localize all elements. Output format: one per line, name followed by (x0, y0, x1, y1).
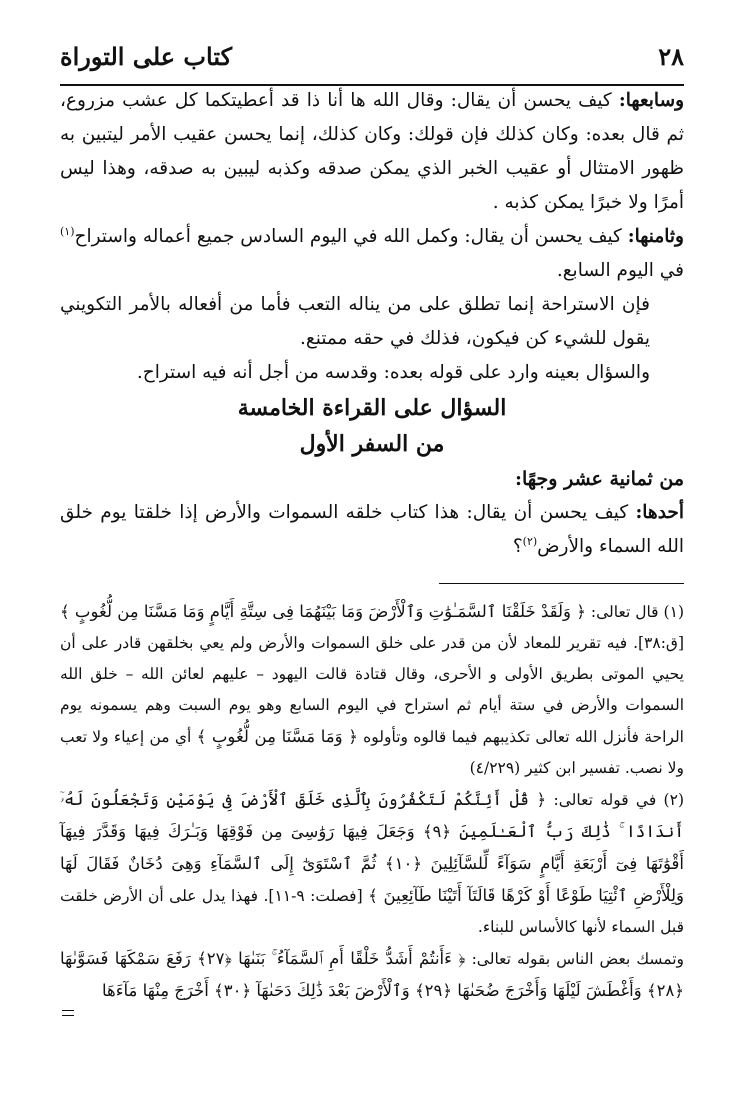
paragraph-text: فإن الاستراحة إنما تطلق على من يناله التعب فأما من أفعاله بالأمر التكويني يقول للشيء كن فيكون، فذلك في حقه ممتنع. (60, 294, 650, 349)
section-subtitle: من السفر الأول (299, 431, 445, 457)
paragraph-lead: أحدها: (635, 502, 684, 523)
page-header (60, 40, 684, 86)
paragraph-text: كيف يحسن أن يقال: وقال الله ها أنا ذا قد أعطيتكما كل عشب مزروع، ثم قال بعده: وكان كذلك فإن قولك: وكان كذلك، إنما يحسن عقيب الأمر ليتبين به ظهور الامتثال أو عقيب الخبر الذي يمكن صدقه وكذبه ليبين به صدقه، وهذا ليس أمرًا ولا خبرًا يمكن كذبه . (60, 90, 684, 213)
quran-verse: ﴿ وَمَا مَسَّنَا مِن لُّغُوبٍ ﴾ (196, 727, 358, 746)
paragraph-text: كيف يحسن أن يقال: هذا كتاب خلقه السموات والأرض إذا خلقتا يوم خلق الله السماء والأرض (60, 502, 684, 557)
subheading: من ثمانية عشر وجهًا: (514, 468, 684, 490)
paragraph-text: والسؤال بعينه وارد على قوله بعده: وقدسه من أجل أنه فيه استراح. (136, 362, 650, 383)
footnote-separator (439, 583, 684, 584)
quran-verse: ﴿ وَلَقَدْ خَلَقْنَا ٱلسَّمَـٰوَٰتِ وَٱلْأَرْضَ وَمَا بَيْنَهُمَا فِى سِتَّةِ أَيَّامٍ وَمَا مَسَّنَا مِن لُّغُوبٍ ﴾ (60, 602, 586, 621)
running-title: كتاب على التوراة (60, 42, 233, 71)
footnote-text: [فصلت: ٩-١١]. فهذا يدل على أن الأرض خلقت قبل السماء لأنها كالأساس للبناء. (60, 887, 684, 936)
footnote-2 (60, 784, 684, 943)
footnote-text: وتمسك بعض الناس بقوله تعالى: (471, 950, 685, 968)
paragraph-question (60, 356, 684, 390)
paragraph-lead: وثامنها: (627, 226, 684, 247)
page-number: ٢٨ (658, 42, 684, 71)
paragraph-text: في اليوم السابع. (556, 260, 684, 281)
footnote-text: أي من إعياء ولا تعب ولا نصب. تفسير ابن كثير (٤/٢٢٩) (60, 728, 684, 777)
footnote-reference: (٢) (522, 534, 538, 548)
paragraph-seventh (60, 84, 684, 220)
paragraph-first (60, 496, 684, 564)
footnote-2-continued (60, 943, 684, 1007)
paragraph-rest (60, 288, 684, 356)
footnote-reference: (١) (60, 224, 75, 238)
paragraph-lead: وسابعها: (618, 90, 684, 111)
paragraph-eighth (60, 220, 684, 288)
footnote-1 (60, 596, 684, 784)
paragraph-text: ؟ (512, 536, 523, 557)
footnote-number: (٢) (663, 791, 684, 809)
main-text (60, 84, 684, 564)
continuation-mark (62, 1015, 74, 1016)
footnote-number: (١) (663, 603, 684, 621)
footnote-text: في قوله تعالى: (553, 791, 657, 809)
quran-verse: ﴿ ءَأَنتُمْ أَشَدُّ خَلْقًا أَمِ ٱلسَّمَآءُ ۚ بَنَىٰهَا ﴿٢٧﴾ رَفَعَ سَمْكَهَا فَسَوَّىٰهَا ﴿٢٨﴾ وَأَغْطَشَ لَيْلَهَا وَأَخْرَجَ ضُحَىٰهَا ﴿٢٩﴾ وَٱلْأَرْضَ بَعْدَ ذَٰلِكَ دَحَىٰهَآ ﴿٣٠﴾ أَخْرَجَ مِنْهَا مَآءَهَا (60, 949, 684, 1000)
continuation-mark (62, 1010, 74, 1011)
section-title: السؤال على القراءة الخامسة (237, 395, 507, 421)
quran-verse: ﴿ قُلْ أَئِنَّكُمْ لَتَكْفُرُونَ بِٱلَّذِى خَلَقَ ٱلْأَرْضَ فِى يَوْمَيْنِ وَتَجْعَلُونَ لَهُۥٓ أَندَادًا ۚ ذَٰلِكَ رَبُّ ٱلْعَـٰلَمِينَ ﴿٩﴾ وَجَعَلَ فِيهَا رَوَٰسِىَ مِن فَوْقِهَا وَبَـٰرَكَ فِيهَا وَقَدَّرَ فِيهَآ أَقْوَٰتَهَا فِىٓ أَرْبَعَةِ أَيَّامٍ سَوَآءً لِّلسَّآئِلِينَ ﴿١٠﴾ ثُمَّ ٱسْتَوَىٰٓ إِلَى ٱلسَّمَآءِ وَهِىَ دُخَانٌ فَقَالَ لَهَا وَلِلْأَرْضِ ٱئْتِيَا طَوْعًا أَوْ كَرْهًا قَالَتَآ أَتَيْنَا طَآئِعِينَ ﴾ (60, 790, 684, 905)
footnotes (60, 596, 684, 1007)
footnote-text: [ق:٣٨]. فيه تقرير للمعاد لأن من قدر على خلق السموات والأرض ولم يعي بخلقهن قادر على أن يحيي الموتى بطريق الأولى و الأحرى، وقال قتادة قالت اليهود – عليهم لعائن الله – خلق الله السموات والأرض في ستة أيام ثم استراح في اليوم السابع وهو يوم السبت وهم يسمونه يوم الراحة فأنزل الله تعالى تكذيبهم فيما قالوه وتأولوه (60, 634, 684, 746)
paragraph-text: كيف يحسن أن يقال: وكمل الله في اليوم السادس جميع أعماله واستراح (74, 226, 622, 247)
footnote-text: قال تعالى: (590, 603, 659, 621)
